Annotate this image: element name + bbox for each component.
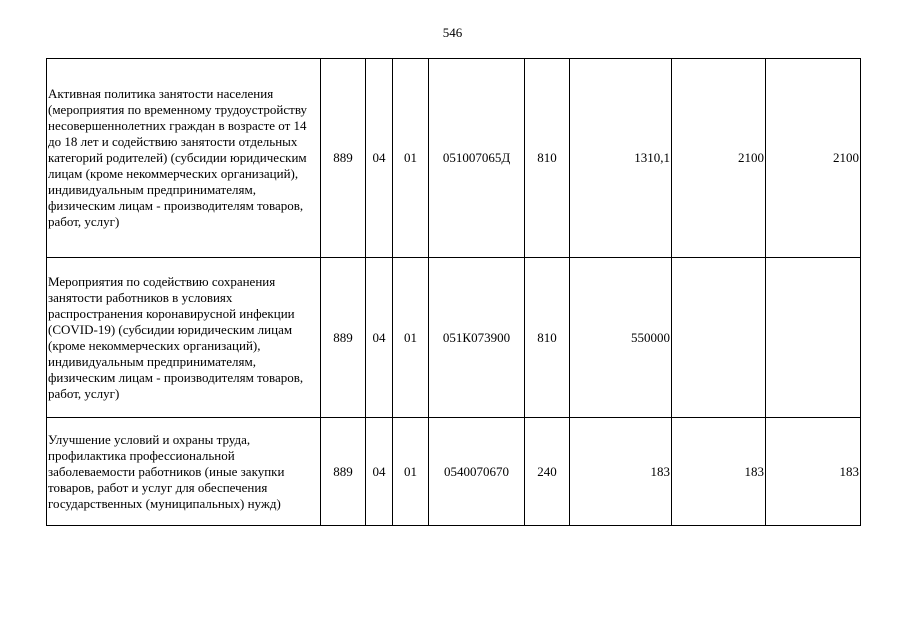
expense-type-code: 240 [525, 418, 570, 526]
target-article-code: 0540070670 [429, 418, 525, 526]
table-row [47, 418, 861, 526]
budget-table [46, 58, 861, 526]
amount-cell: 1310,1 [570, 59, 672, 258]
target-article-code: 051007065Д [429, 59, 525, 258]
amount-cell: 2100 [672, 59, 766, 258]
ministry-code: 889 [321, 418, 366, 526]
expense-type-code: 810 [525, 59, 570, 258]
subsection-code: 01 [393, 418, 429, 526]
section-code: 04 [366, 258, 393, 418]
table-row [47, 258, 861, 418]
page-number: 546 [442, 25, 463, 40]
amount-cell: 550000 [570, 258, 672, 418]
ministry-code: 889 [321, 59, 366, 258]
row-description: Улучшение условий и охраны труда, профилактика профессиональной заболеваемости работников (иные закупки товаров, работ и услуг для обеспечения государственных (муниципальных) нужд) [47, 418, 321, 526]
amount-cell [672, 258, 766, 418]
subsection-code: 01 [393, 258, 429, 418]
section-code: 04 [366, 418, 393, 526]
row-description: Активная политика занятости населения (мероприятия по временному трудоустройству несовершеннолетних граждан в возрасте от 14 до 18 лет и содействию занятости отдельных категорий родителей) (субсидии юридическим лицам (кроме некоммерческих организаций), индивидуальным предпринимателям, физическим лицам - производителям товаров, работ, услуг) [47, 59, 321, 258]
ministry-code: 889 [321, 258, 366, 418]
amount-cell: 2100 [766, 59, 861, 258]
amount-cell: 183 [672, 418, 766, 526]
amount-cell [766, 258, 861, 418]
target-article-code: 051К073900 [429, 258, 525, 418]
table-row [47, 59, 861, 258]
amount-cell: 183 [570, 418, 672, 526]
amount-cell: 183 [766, 418, 861, 526]
expense-type-code: 810 [525, 258, 570, 418]
subsection-code: 01 [393, 59, 429, 258]
section-code: 04 [366, 59, 393, 258]
row-description: Мероприятия по содействию сохранения занятости работников в условиях распространения коронавирусной инфекции (COVID-19) (субсидии юридическим лицам (кроме некоммерческих организаций), индивидуальным предпринимателям, физическим лицам - производителям товаров, работ, услуг) [47, 258, 321, 418]
